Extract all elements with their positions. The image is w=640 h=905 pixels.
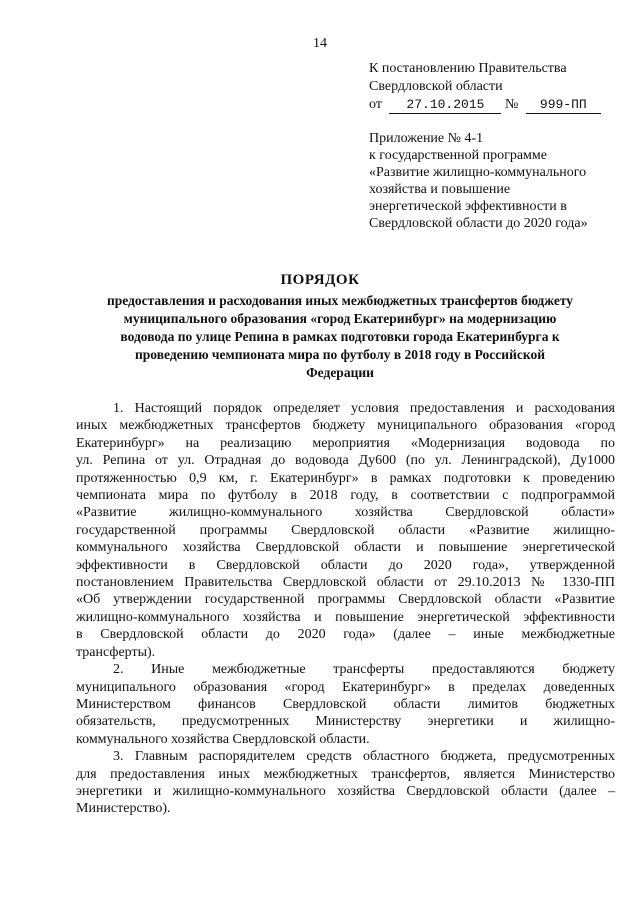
body-line: эффективности в Свердловской области до 2020 года», утвержденной (76, 557, 615, 573)
subtitle-line: проведению чемпионата мира по футболу в 2018 году в Российской (135, 347, 545, 362)
body-line: 3. Главным распорядителем средств областного бюджета, предусмотренных (113, 749, 615, 765)
body-line: для предоставления иных межбюджетных трансфертов, является Министерство (76, 766, 615, 782)
body-line: Екатеринбург» на реализацию мероприятия «Модернизация водовода по (76, 435, 615, 451)
body-line: коммунального хозяйства Свердловской области и повышение энергетической (76, 540, 615, 556)
body-line: обязательств, предусмотренных Министерству энергетики и жилищно- (76, 714, 615, 730)
resolution-date: 27.10.2015 (389, 97, 501, 114)
body-line: коммунального хозяйства Свердловской области. (76, 731, 370, 747)
appendix-line: энергетической эффективности в (369, 199, 567, 214)
body-line: Министерство). (76, 801, 171, 817)
body-line: энергетики и жилищно-коммунального хозяйства Свердловской области (далее – (76, 783, 615, 799)
appendix-line: хозяйства и повышение (369, 182, 511, 197)
page-number: 14 (313, 36, 327, 51)
body-line: иных межбюджетных трансфертов бюджету муниципального образования «город (76, 418, 615, 434)
appendix-line: Свердловской области до 2020 года» (369, 216, 588, 231)
appendix-line: к государственной программе (369, 148, 547, 163)
body-line: 1. Настоящий порядок определяет условия предоставления и расходования (113, 401, 615, 416)
subtitle-line: Федерации (306, 365, 374, 380)
body-line: 2. Иные межбюджетные трансферты предоставляются бюджету (113, 662, 615, 678)
resolution-date-number-line (369, 96, 601, 114)
body-line: «Развитие жилищно-коммунального хозяйства Свердловской области» (76, 505, 615, 521)
subtitle-line: муниципального образования «город Екатеринбург» на модернизацию (123, 311, 557, 326)
document-body (76, 400, 615, 818)
body-line: муниципального образования «город Екатеринбург» в пределах доведенных (76, 679, 615, 695)
appendix-line: «Развитие жилищно-коммунального (369, 165, 587, 180)
body-line: в Свердловской области до 2020 года» (далее – иные межбюджетные (76, 627, 615, 643)
resolution-line-2: Свердловской области (369, 79, 503, 94)
resolution-reference (369, 60, 601, 114)
body-line: Министерством финансов Свердловской области лимитов бюджетных (76, 696, 615, 712)
body-line: жилищно-коммунального хозяйства и повышение энергетической эффективности (76, 609, 615, 625)
subtitle-line: водовода по улице Репина в рамках подготовки города Екатеринбурга к (120, 329, 560, 344)
body-line: протяженностью 0,9 км, г. Екатеринбург» в рамках подготовки к проведению (76, 470, 615, 486)
date-prefix: от (369, 97, 382, 112)
paragraph-2 (76, 661, 615, 748)
paragraph-3 (76, 748, 615, 818)
appendix-line: Приложение № 4-1 (369, 131, 484, 146)
body-line: «Об утверждении государственной программы Свердловской области «Развитие (76, 592, 615, 608)
body-line: чемпионата мира по футболу в 2018 году, в соответствии с подпрограммой (76, 488, 615, 504)
body-line: ул. Репина от ул. Отрадная до водовода Ду600 (по ул. Ленинградской), Ду1000 (76, 453, 615, 469)
document-title: ПОРЯДОК (280, 272, 360, 288)
body-line: государственной программы Свердловской области «Развитие жилищно- (76, 522, 615, 538)
resolution-line-1: К постановлению Правительства (369, 61, 567, 76)
subtitle-line: предоставления и расходования иных межбюджетных трансфертов бюджету (106, 293, 574, 308)
body-line: трансферты). (76, 644, 156, 660)
paragraph-1 (76, 400, 615, 661)
body-line: постановлением Правительства Свердловской области от 29.10.2013 № 1330-ПП (76, 575, 615, 591)
appendix-reference (369, 130, 588, 232)
resolution-number: 999-ПП (526, 97, 601, 114)
document-subtitle (60, 292, 620, 382)
number-prefix: № (504, 97, 519, 112)
